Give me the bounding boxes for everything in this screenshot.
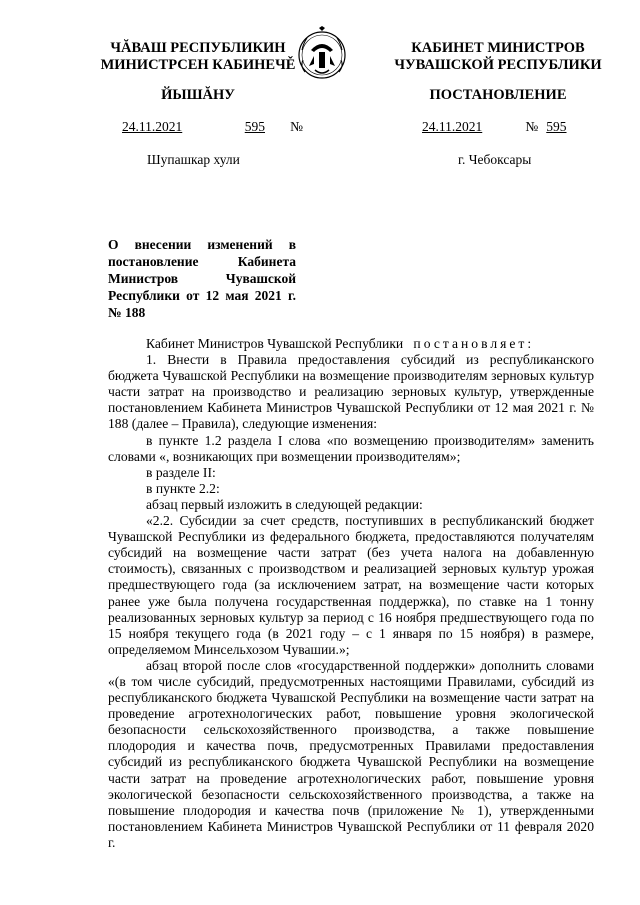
header-left-org: [70, 40, 326, 74]
right-date: 24.11.2021: [422, 119, 483, 134]
document-subject: О внесении изменений в постановление Кабинета Министров Чувашской Республики от 12 мая 2021 г. № 188: [108, 237, 296, 320]
coat-of-arms-icon: [297, 26, 347, 84]
left-number: 595: [244, 119, 265, 134]
document-body: [108, 336, 594, 851]
left-number-sign: №: [290, 119, 304, 134]
right-number-sign: №: [525, 119, 539, 134]
header-left-title: ЙЫШĂНУ: [161, 87, 235, 103]
right-number: 595: [546, 119, 567, 134]
left-place: Шупашкар хули: [147, 152, 240, 167]
left-number-field: [231, 119, 287, 135]
body-paragraph: «2.2. Субсидии за счет средств, поступивших в республиканский бюджет Чувашской Республики из федерального бюджета, предоставляются получателям субсидий на возмещение части затрат (без учета налога на добавленную стоимость), связанных с производством и реализацией зерновых культур урожая предшествующего года (за исключением затрат, на возмещение части которых ранее уже была получена государственная поддержка), по ставке на 1 тонну реализованных зерновых культур за период с 16 ноября предшествующего года по 15 ноября текущего года (в 2021 году – с 1 января по 15 ноября) в размере, определяемом Минсельхозом Чувашии.»;: [108, 513, 594, 657]
right-date-field: [388, 119, 522, 135]
intro-paragraph: [108, 336, 594, 352]
body-paragraph: абзац второй после слов «государственной поддержки» дополнить словами «(в том числе субсидий, предусмотренных настоящими Правилами, субсидий из республиканского бюджета Чувашской Республики на возмещение части затрат на проведение агротехнологических работ, повышение уровня экологической безопасности сельскохозяйственного производства, а также повышение плодородия и качества почв, предусмотренных Правилами предоставления субсидий из республиканского бюджета Чувашской Республики на возмещение части затрат на проведение агротехнологических работ, повышение уровня экологической безопасности сельскохозяйственного производства, а также на повышение плодородия и качества почв (приложение № 1), утвержденными постановлением Кабинета Министров Чувашской Республики от 11 февраля 2020 г.: [108, 657, 594, 850]
right-date-number: [388, 119, 584, 135]
left-date-number: [92, 119, 303, 135]
intro-verb: постановляет:: [413, 336, 535, 351]
body-paragraph: 1. Внести в Правила предоставления субсидий из республиканского бюджета Чувашской Республики на возмещение производителям зерновых культур части затрат на производство и реализацию зерновых культур, утвержденные постановлением Кабинета Министров Чувашской Республики от 12 мая 2021 г. № 188 (далее – Правила), следующие изменения:: [108, 352, 594, 432]
body-paragraph: в пункте 2.2:: [146, 480, 220, 496]
body-paragraph: абзац первый изложить в следующей редакции:: [146, 496, 423, 512]
header-left-line2: МИНИСТРСЕН КАБИНЕЧĚ: [100, 57, 296, 73]
left-date-field: [92, 119, 218, 135]
right-place: г. Чебоксары: [458, 152, 532, 167]
header-right-title: ПОСТАНОВЛЕНИЕ: [429, 87, 567, 103]
body-paragraph: в пункте 1.2 раздела I слова «по возмещению производителям» заменить словами «, возникающих при возмещении производителям»;: [108, 432, 594, 464]
body-paragraph: в разделе II:: [146, 464, 216, 480]
right-number-field: [538, 119, 584, 135]
header-left-line1: ЧĂВАШ РЕСПУБЛИКИН: [110, 40, 286, 56]
header-right-line1: КАБИНЕТ МИНИСТРОВ: [411, 40, 585, 56]
header-right-org: [380, 40, 616, 74]
left-date: 24.11.2021: [122, 119, 183, 134]
header-right-line2: ЧУВАШСКОЙ РЕСПУБЛИКИ: [394, 57, 602, 73]
intro-lead: Кабинет Министров Чувашской Республики: [146, 336, 404, 351]
